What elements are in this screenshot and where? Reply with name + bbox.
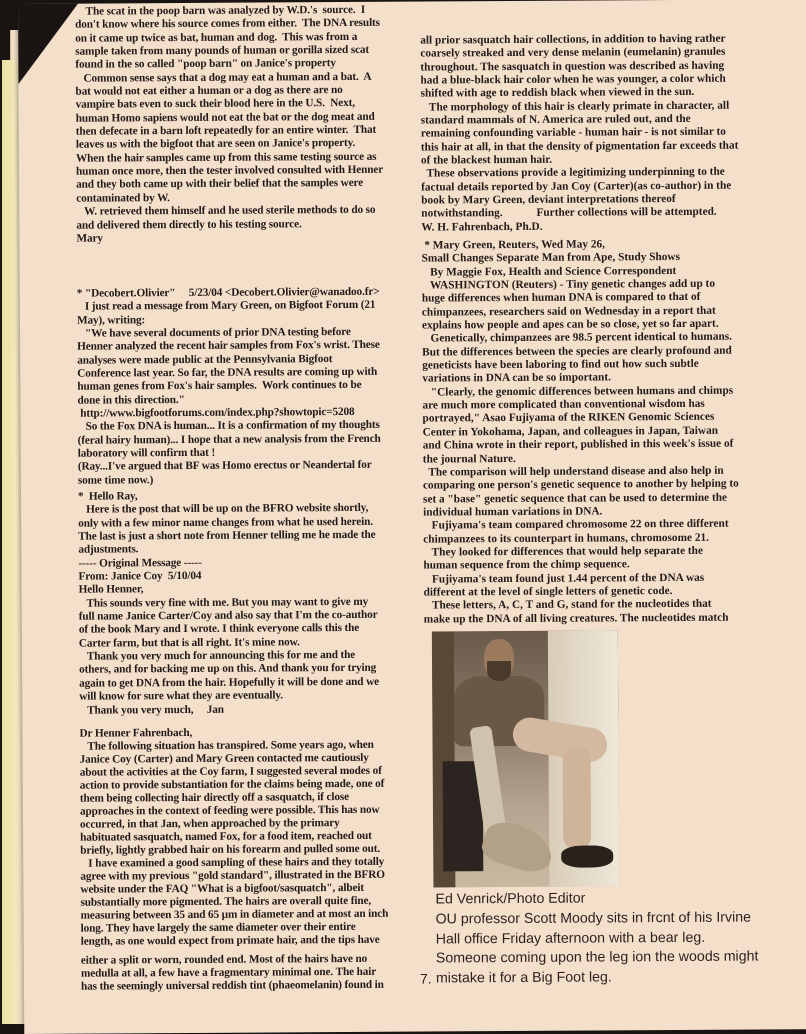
text-line: others, and for backing me up on this. And thank you for trying [79,662,377,677]
text-line: Mary [76,232,103,245]
text-line: shifted with age to reddish black when viewed in the sun. [420,86,695,100]
text-line: mistake it for a Big Foot leg. [435,969,612,987]
text-line: the journal Nature. [422,452,516,466]
text-line: human once more, then the tester involved consulted with Henner [75,163,384,178]
text-line: either a split or worn, rounded end. Most of the hairs have no [80,952,368,967]
text-line: habituated sasquatch, named Fox, for a food item, reached out [80,829,372,844]
text-line: done in this direction." [77,393,185,407]
text-line: are much more complicated than conventional wisdom has [422,397,705,412]
text-line: standard mammals of N. America are ruled out, and the [420,112,691,127]
text-line: briefly, lightly grabbed hair on his forearm and pulled some out. [80,842,381,857]
article-scat-analysis [75,4,384,246]
text-line: book by Mary Green, deviant interpretations thereof [421,193,676,207]
photo-credit: Ed Venrick/Photo Editor [435,890,586,908]
text-line: full name Janice Carter/Coy and also say that I'm the co-author [78,608,378,623]
text-line: Fujiyama's team compared chromosome 22 on three different [423,517,729,532]
text-line: The scat in the poop barn was analyzed by W.D.'s source. I [75,3,366,18]
text-line: Genetically, chimpanzees are 98.5 percent identical to humans. [422,331,733,345]
text-line: sample taken from many pounds of human or gorilla sized scat [75,43,370,58]
text-line: coarsely streaked and very dense melanin (eumelanin) granules [420,46,726,60]
text-line: The morphology of this hair is clearly primate in character, all [420,99,730,114]
text-line: Carter farm, but that is all right. It's mine now. [78,636,300,650]
text-line: huge differences when human DNA is compared to that of [421,291,701,305]
text-line: portrayed," Asao Fujiyama of the RIKEN Genomic Sciences [422,411,715,426]
text-line: Henner analyzed the recent hair samples from Fox's wrist. These [77,339,380,354]
text-line: has the seemingly universal reddish tint (phaeomelanin) found in [80,978,384,993]
text-line: (feral hairy human)... I hope that a new analysis from the French [77,432,381,447]
text-line: The last is just a short note from Henner telling me he made the [78,528,376,543]
text-line: them being collecting hair directly off a sasquatch, if close [79,790,349,805]
text-line: Fujiyama's team found just 1.44 percent of the DNA was [423,571,705,586]
text-line: "Clearly, the genomic differences between humans and chimps [422,384,734,399]
text-line: chimpanzees, researchers said on Wednesday in a report that [421,304,716,319]
text-line: These letters, A, C, T and G, stand for the nucleotides that [423,598,712,612]
text-line: found in the so called "poop barn" on Janice's property [75,57,336,72]
text-line: contaminated by W. [76,191,170,205]
text-line: individual human variations in DNA. [423,505,603,519]
text-line: I have examined a good sampling of these hairs and they totally [80,855,385,870]
text-line: occurred, in that Jan, when approached by the primary [79,817,340,831]
text-line: had a blue-black hair color when he was younger, a color which [420,72,726,87]
text-line: measuring between 35 and 65 µm in diameter and at most an inch [80,907,389,922]
text-line: geneticists have been laboring to find out how such subtle [422,357,699,372]
text-line: Common sense says that a dog may eat a human and a bat. A [75,70,372,85]
document-page [18,0,806,1034]
folded-corner [18,4,78,84]
text-line: Thank you very much for announcing this for me and the [78,649,356,663]
text-line: on it came up twice as bat, human and dog. This was from a [75,30,358,45]
text-line: all prior sasquatch hair collections, in addition to having rather [420,32,726,47]
text-line: Conference last year. So far, the DNA results are coming up with [77,365,378,380]
photo-caption [436,908,759,988]
text-line: Hello Henner, [78,583,144,597]
text-line: This sounds very fine with me. But you may want to give my [78,595,369,610]
text-line: W. retrieved them himself and he used sterile methods to do so [76,203,376,218]
text-line: * "Decobert.Olivier" 5/23/04 <Decobert.Olivier@wanadoo.fr> [76,285,380,300]
text-line: length, as one would expect from primate hair, and the tips have [80,933,380,948]
text-line: By Maggie Fox, Health and Science Correspondent [421,264,677,279]
text-line: variations in DNA can be so important. [422,371,611,385]
text-line: Dr Henner Fahrenbach, [79,726,193,740]
text-line: again to get DNA from the hair. Hopefully it will be done and we [79,675,380,690]
text-line: analyses were made public at the Pennsylvania Bigfoot [77,352,333,367]
text-line: notwithstanding. Further collections will be attempted. [421,206,717,221]
text-line: So the Fox DNA is human... It is a confirmation of my thoughts [77,419,380,434]
text-line: But the differences between the species are clearly profound and [422,344,732,359]
text-line: human Homo sapiens would not eat the bat or the dog meat and [75,110,375,125]
text-line: May), writing: [76,313,146,327]
text-line: Center in Yokohama, Japan, and colleagues in Japan, Taiwan [422,424,719,439]
text-line: of the book Mary and I wrote. I think everyone calls this the [78,622,360,637]
article-fahrenbach-letter [79,726,388,949]
text-line: * Mary Green, Reuters, Wed May 26, [421,238,605,252]
text-line: When the hair samples came up from this same testing source as [75,150,377,165]
article-decobert-email [77,286,381,488]
text-line: W. H. Fahrenbach, Ph.D. [421,220,543,234]
text-line: about the activities at the Coy farm, I suggested several modes of [79,764,382,779]
text-line: long. They have largely the same diameter over their entire [80,920,356,935]
text-line: * Hello Ray, [77,490,138,503]
text-line: then defecate in a barn loft repeatedly for an entire winter. That [75,123,377,138]
text-line: human sequence from the chimp sequence. [423,558,630,572]
text-line: Here is the post that will be up on the BFRO website shortly, [78,502,369,516]
text-line: Someone coming upon the leg ion the woods might [435,948,759,967]
text-line: set a "base" genetic sequence that can be used to determine the [422,491,728,506]
text-line: Hall office Friday afternoon with a bear leg. [435,929,706,948]
text-line: bat would not eat either a human or a dog as there are no [75,84,343,98]
text-line: medulla at all, a few have a fragmentary minimal one. The hair [80,965,377,980]
text-line: of the blackest human hair. [420,153,553,167]
article-fahrenbach-letter-cont [81,953,384,994]
page-number: 7. [419,970,432,987]
text-line: Janice Coy (Carter) and Mary Green contacted me cautiously [79,751,369,766]
text-line: Thank you very much, Jan [79,703,224,717]
text-line: substantially more pigmented. The hairs are overall quite fine, [80,894,372,909]
text-line: some time now.) [77,473,154,487]
text-line: leaves us with the bigfoot that are seen on Janice's property. [75,137,356,152]
text-line: They looked for differences that would help separate the [423,544,703,559]
text-line: website under the FAQ "What is a bigfoot/sasquatch", albeit [80,881,364,896]
article-hair-analysis [420,33,739,235]
text-line: These observations provide a legitimizing underpinning to the [421,166,725,180]
text-line: adjustments. [78,543,139,557]
text-line: factual details reported by Jan Coy (Carter)(as co-author) in the [421,179,732,194]
text-line: explains how people and apes can be so close, yet so far apart. [421,317,719,332]
text-line: don't know where his source comes from either. The DNA results [75,17,380,31]
text-line: remaining confounding variable - human hair - is not similar to [420,126,726,140]
text-line: will know for sure what they are eventually. [79,689,283,703]
text-line: I just read a message from Mary Green, on Bigfoot Forum (21 [76,299,376,313]
text-line: Small Changes Separate Man from Ape, Study Shows [421,251,681,265]
text-line: OU professor Scott Moody sits in frcnt of his Irvine [435,909,752,928]
text-line: human genes from Fox's hair samples. Work continues to be [77,379,362,394]
text-line: different at the level of single letters of genetic code. [423,584,673,599]
text-line: make up the DNA of all living creatures. The nucleotides match [423,611,729,626]
text-line: vampire bats even to suck their blood here in the U.S. Next, [75,97,355,112]
text-line: approaches in the context of feeding were possible. This has now [79,803,380,818]
text-line: comparing one person's genetic sequence to another by helping to [422,477,739,492]
photo-professor-bear-leg [432,630,620,887]
text-line: this hair at all, in that the density of pigmentation far exceeds that [420,139,739,154]
text-line: (Ray...I've argued that BF was Homo erectus or Neandertal for [77,459,372,474]
text-line: action to provide substantiation for the claims being made, one of [79,777,385,792]
text-line: throughout. The sasquatch in question was described as having [420,59,725,74]
text-line: From: Janice Coy 5/10/04 [78,569,202,583]
text-line: The following situation has transpired. Some years ago, when [79,738,374,753]
text-line: agree with my previous "gold standard", illustrated in the BFRO [80,868,385,883]
text-line: and China wrote in their report, published in this week's issue of [422,437,734,452]
article-janice-coy-email [78,489,379,718]
text-line: WASHINGTON (Reuters) - Tiny genetic changes add up to [421,277,715,292]
text-line: and they both came up with their belief that the samples were [76,177,364,192]
text-line: and delivered them directly to his testing source. [76,217,302,232]
text-line: The comparison will help understand disease and also help in [422,464,724,479]
text-line: "We have several documents of prior DNA testing before [76,326,351,340]
text-line: chimpanzees to its counterpart in humans, chromosome 21. [423,531,709,546]
text-line: laboratory will confirm that ! [77,446,216,460]
text-line: http://www.bigfootforums.com/index.php?showtopic=5208 [77,406,355,420]
article-reuters-dna [421,238,739,627]
text-line: only with a few minor name changes from what he used herein. [78,515,373,530]
text-line: ----- Original Message ----- [78,556,202,570]
